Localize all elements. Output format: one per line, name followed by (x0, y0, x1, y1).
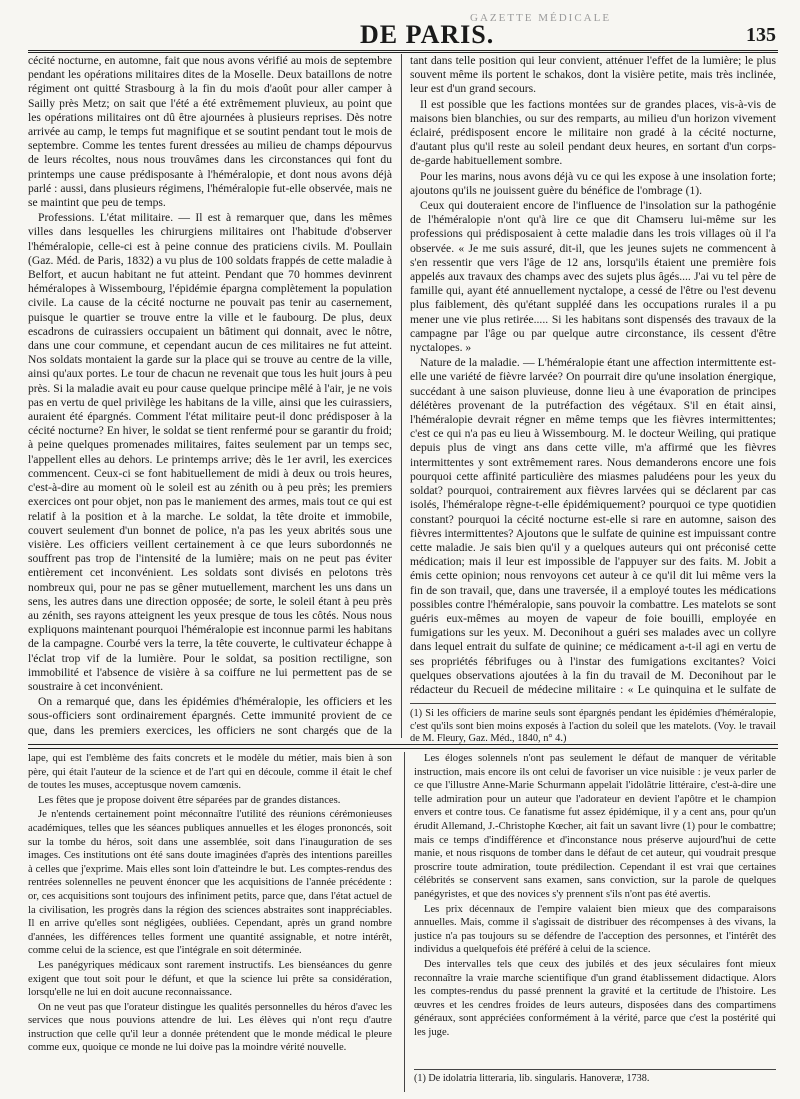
paragraph: Les fêtes que je propose doivent être séparées par de grandes distances. (38, 794, 341, 806)
paragraph: Nature de la maladie. — L'héméralopie étant une affection intermittente est-elle une variété de fièvre larvée? On pourrait dire qu'une insolation énergique, succédant à une saison pluvieuse, donne lieu à une évaporation de principes délétères provenant de la putréfaction des végétaux. S'il en était ainsi, l'héméralopie devrait régner en même temps que les fièvres intermittentes; c'est ce qui n'a pas eu lieu à Wissembourg. M. le docteur Weiling, qui pratique depuis plus de vingt ans dans cette ville, m'a affirmé que les fièvres intermittentes y sont extrêmement rares. Nous demanderons encore une fois pourquoi cette affinité particulière des miasmes paludéens pour les yeux du soldat? pourquoi, contrairement aux fièvres larvées qui se déclarent par cas isolés, l'héméralope règne-t-elle épidémiquement? pourquoi ce type quotidien constant? pourquoi la cécité nocturne est-elle si rare en automne, saison des fièvres intermittentes? Ajoutons que le sulfate de quinine est impuissant contre cette maladie. Je sais bien qu'il y a quelques auteurs qui ont préconisé cette médication; mais il leur est impossible de l'appuyer sur des faits. M. Jobit a émis cette opinion; nous renvoyons cet auteur à ce qu'il dit lui même vers la fin de son travail, que, dans une traversée, il a employé toutes les médications possibles contre l'héméralopie, sans pouvoir la combattre. Les matelots se sont guéris eux-mêmes au moyen de vapeur de foie bouilli, employée en fumigations sur les yeux. M. Deconihout a guéri ses malades avec un collyre dans lequel entrait du sulfate de quinine; ce médicament a-t-il agi en vertu de ses propriétés fébrifuges ou à l'instar des fumigations excitantes? Voici quelques observations ajoutées à la fin du travail de M. Deconihout par le rédacteur du Recueil de médecine militaire : « Le quinquina et le sulfate de (410, 356, 776, 696)
masthead-title: DE PARIS. (360, 20, 495, 49)
column-divider (404, 752, 405, 1092)
footnote: (1) Si les officiers de marine seuls sont épargnés pendant les épidémies d'héméralopie, c'est qu'ils sont bien moins exposés à l'action du soleil que les matelots. (Voy. le travail de M. Fleury, Gaz. Méd., 1840, n° 4.) (410, 708, 776, 745)
paragraph: On ne veut pas que l'orateur distingue les qualités personnelles du héros d'avec les services que nous pouvions attendre de lui. Les élèves qui n'ont reçu d'autre instruction que celle qu'il leur a donnée prétendent que le monde médical le pleure comme eux, quoique ce monde ne lui doive pas la moindre vérité nouvelle. (28, 1001, 392, 1054)
bleed-through-text: GAZETTE MÉDICALE (470, 12, 612, 24)
column-lower-left (28, 752, 392, 1092)
column-divider (401, 54, 402, 738)
paragraph: Des intervalles tels que ceux des jubilés et des jeux séculaires font mieux reconnaître la vraie marche scientifique d'un grand établissement didactique. Alors les comptes-rendus du passé prennent la gravité et la certitude de l'histoire. Les œuvres et les cendres froides de leurs auteurs, disposées dans des compartimens généraux, sont appréciées conformément à la vérité, parce que c'est la postérité qui les juge. (414, 958, 776, 1038)
paragraph: Je n'entends certainement point méconnaître l'utilité des réunions cérémonieuses académiques, telles que les séances publiques annuelles et les éloges prononcés, soit sur la tombe du héros, soit dans une assemblée, soit dans l'inauguration de ses images. Ces institutions ont été sans doute imaginées d'après des intentions pareilles à celles que j'exprime. Mais elles sont loin d'atteindre le but. Les comptes-rendus des rentrées solennelles ne peuvent énoncer que les acquisitions de l'année précédente : or, ces acquisitions sont toujours des infiniment petits, parce que, dans l'état actuel de la civilisation, les progrès dans la région des sciences abstraites sont inappréciables. Il en arrive qu'elles sont négligées, oubliées. Cependant, après un grand nombre d'années, les différences telles forment une quantité assignable, et notre intérêt, comme celui de la science, est que l'intégrale en soit déterminée. (28, 809, 392, 957)
running-head (0, 6, 800, 49)
paragraph: Les prix décennaux de l'empire valaient bien mieux que des comparaisons annuelles. Mais, comme il s'agissait de distribuer des récompenses à des vivans, la justice n'a pas toujours su se défendre de l'acception des personnes, et l'intérêt des individus a quelquefois été préféré à celui de la science. (414, 903, 776, 956)
paragraph: lape, qui est l'emblème des faits concrets et le modèle du métier, mais bien à son père, qui était l'auteur de la science et de l'art qui en découle, comme il était le chef de toutes les muses, acceptusque novem camœnis. (28, 753, 392, 792)
paragraph: Il est possible que les factions montées sur de grandes places, vis-à-vis de maisons bien blanchies, ou sur des remparts, au milieu d'un horizon vivement éclairé, prédisposent encore le militaire non gradé à la cécité nocturne, d'autant plus qu'il reste au soleil pendant deux heures, en sortant d'un corps-de-garde habituellement sombre. (410, 97, 776, 168)
column-upper-left (28, 54, 392, 736)
column-upper-right (410, 54, 776, 699)
paragraph: Ceux qui douteraient encore de l'influence de l'insolation sur la pathogénie de l'héméralopie n'ont qu'à lire ce que dit Chamseru lui-même sur les professions qui prédisposaient à cette maladie dans les trois villages où il l'a observée. « Je me suis assuré, dit-il, que les jeunes sujets ne commencent à s'en ressentir que vers l'âge de 12 ans, lorsqu'ils étaient une première fois appelés aux travaux des champs avec des sujets plus âgés.... J'ai vu tel père de famille qui, ayant été annuellement nyctalope, a cessé de l'être ou l'est devenu plus faiblement, dès qu'étant suppléé dans les occupations rurales il a pu mener une vie plus retirée..... Si les habitans sont dispensés des travaux de la campagne par l'âge ou par quelque autre circonstance, ils cessent d'être nyctalopes. » (410, 199, 776, 355)
top-rule (28, 50, 778, 53)
paragraph: Pour les marins, nous avons déjà vu ce qui les expose à une insolation forte; ajoutons qu'ils ne jouissent guère du bénéfice de l'ombrage (1). (410, 169, 776, 197)
paragraph: Les panégyriques médicaux sont rarement instructifs. Les bienséances du genre exigent que tout soit pour le défunt, et que la science lui prête sa considération, lorsqu'elle ne lui en doit aucune reconnaissance. (28, 959, 392, 999)
column-lower-right (414, 752, 776, 1067)
paragraph: Les éloges solennels n'ont pas seulement le défaut de manquer de véritable instruction, mais encore ils ont celui de favoriser un vice nuisible : je veux parler de ce que l'illustre Anne-Marie Schurmann appelait l'idolâtrie littéraire, c'est-à-dire une telle admiration pour un auteur que l'adorateur en devient l'apôtre et le champion envers et contre tous. Ce fanatisme fut assez épidémique, il y a cent ans, pour qu'un érudit Allemand, J.-Christophe Kœcher, ait fait un savant livre (1) pour le combattre; mais ce temps d'indifférence et d'inconstance nous préserve aujourd'hui de cette manie, et nous risquons de tomber dans le défaut de cet auteur, qui voudrait presque proscrire toute admiration, toute prédilection. Cependant il est vrai que certaines célébrités se conservent sans examen, sans conviction, sur la parole de quelques panégyristes, et que des novices s'y prennent s'ils n'ont pas été avertis. (414, 753, 776, 900)
paragraph: cécité nocturne, en automne, fait que nous avons vérifié au mois de septembre pendant les opérations militaires dites de la Moselle. Deux bataillons de notre régiment ont quitté Strasbourg à la fin du mois d'août pour aller camper à Sailly près Metz; on sait que l'été a été extrêmement pluvieux, au point que les opérations militaires ont dû être ajournées à plusieurs reprises. Dès notre arrivée au camp, le temps fut magnifique et se soutint pendant tout le mois de septembre. Comme les tentes furent dressées au milieu de champs dépourvus de leurs récoltes, nous nous trouvâmes dans les circonstances qui font du printemps une cause prédisposante à l'héméralopie, et dont nous avons déjà parlé : aussi, dans plusieurs régimens, l'héméralopie fut-elle observée, mais ne se maintint que peu de temps. (28, 54, 392, 210)
paragraph: On a remarqué que, dans les épidémies d'héméralopie, les officiers et les sous-officiers sont ordinairement épargnés. Cette immunité provient de ce que, dans les premiers exercices, les officiers ne sont chargés que de la (28, 695, 392, 736)
section-rule (28, 744, 778, 745)
footnote-rule (410, 703, 776, 704)
section-rule (28, 748, 778, 749)
paragraph: tant dans telle position qui leur convient, atténuer l'effet de la lumière; le plus souvent même ils portent le schakos, dont la visière petite, mais très inclinée, leur est d'un grand secours. (410, 54, 776, 96)
paragraph: Professions. L'état militaire. — Il est à remarquer que, dans les mêmes villes dans lesquelles les chirurgiens militaires ont l'habitude d'observer l'héméralopie, celle-ci est à peine connue des praticiens civils. M. Poullain (Gaz. Méd. de Paris, 1832) a vu plus de 100 soldats frappés de cette maladie à Belfort, et aucun habitant ne fut atteint. Pendant que 70 hommes devinrent héméralopes à Wissembourg, l'épidémie épargna complètement la population civile. La cause de la cécité nocturne ne pouvait pas tenir au casernement, puisque le quartier se trouve entre la ville et le faubourg. De plus, deux escadrons de cuirassiers occupaient un bâtiment qui donnait, avec le nôtre, dans une cour commune, et cependant aucun de ces militaires ne fut atteint. Nos soldats montaient la garde sur la place qui se trouve au centre de la ville, ainsi qu'aux portes. Le tour de chacun ne revenait que tous les huit jours à peu près. Si la maladie avait eu pour cause quelque principe mêlé à l'air, je ne vois pas en vertu de quel privilège les habitans de la ville, ainsi que les cuirassiers, auraient été épargnés. Comment l'état militaire peut-il donc prédisposer à la cécité nocturne? En hiver, le soldat se tient renfermé pour se garantir du froid; à peine quelques promenades militaires, faites seulement par un temps sec, l'appellent elles au dehors. Le printemps arrive; dès le 1er avril, les exercices commencent. Ceux-ci se font habituellement de midi à deux ou trois heures, c'est-à-dire au moment où le soleil est au zénith ou à peu près; les premiers exercices ont pour objet, non pas le maniement des armes, mais tout ce qui est relatif à la position et à la marche. Le soldat, la tête droite et immobile, couvert seulement d'un bonnet de police, n'a pas les yeux abrités sous une visière. Les officiers veillent certainement à ce que leurs subordonnés ne souffrent pas trop de l'intensité de la lumière; mais on ne peut pas éviter entièrement cet inconvénient. Les soldats sont divisés en pelotons très nombreux qui, pour ne pas se gêner mutuellement, marchent les uns dans un sens, les autres dans une direction opposée; de sorte, le soleil étant à peu près au zénith, ses rayons atteignent les yeux presque de tous les côtés. Nous nous expliquons maintenant pourquoi l'héméralopie est inconnue parmi les habitans de la campagne. Courbé vers la terre, la tête couverte, le cultivateur échappe à l'éclat trop vif de la lumière. Pour le soldat, sa position rectiligne, son immobilité et l'absence de visière à sa coiffure ne lui permettent pas de se soustraire à cet inconvénient. (28, 211, 392, 693)
footnote-rule (414, 1069, 776, 1070)
page-number: 135 (746, 24, 776, 46)
footnote: (1) De idolatria litteraria, lib. singularis. Hanoveræ, 1738. (414, 1073, 650, 1084)
